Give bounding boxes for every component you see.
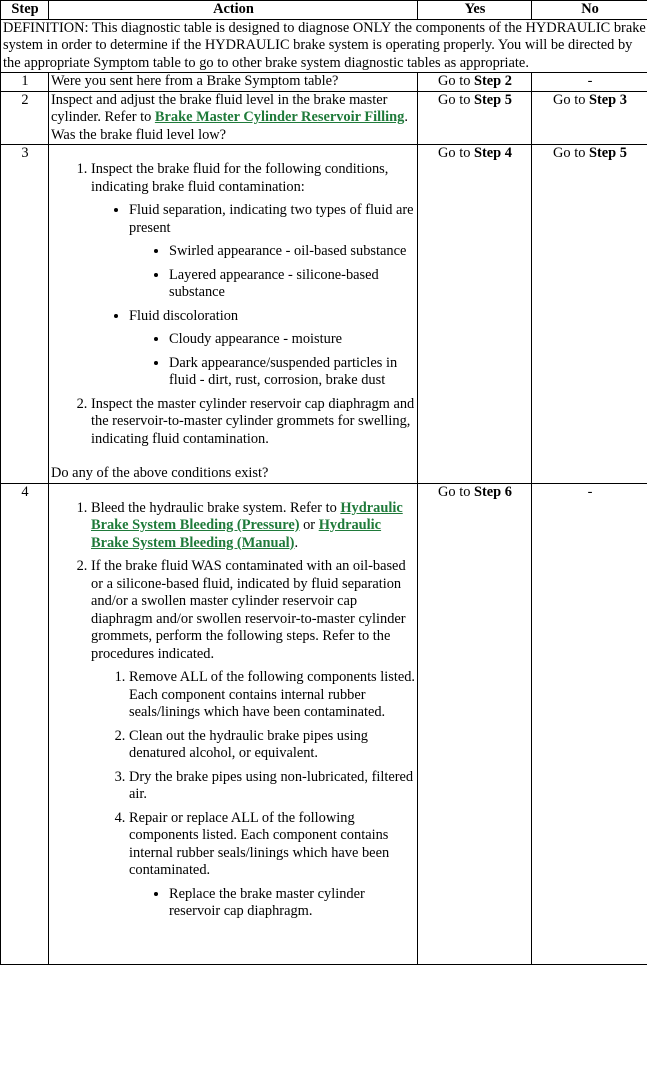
hydraulic-brake-bleeding-pressure-link[interactable]: Hydraulic Brake System Bleeding (Pressure): [91, 499, 403, 533]
step-list: [51, 161, 416, 448]
header-yes: Yes: [418, 1, 532, 20]
go-to-text: Go to: [553, 91, 589, 108]
header-step: Step: [1, 1, 49, 20]
list-item: • Replace the brake master cylinder reservoir cap diaphragm.: [169, 886, 416, 921]
go-to-text: Go to: [438, 73, 474, 89]
list-item: [129, 810, 416, 921]
no-cell: -: [532, 483, 647, 964]
step-list: [51, 500, 416, 921]
header-action: Action: [49, 1, 418, 20]
go-to-text: Go to: [438, 145, 474, 161]
item-text: Fluid separation, indicating two types of fluid are present: [129, 202, 414, 236]
yes-step-ref[interactable]: Step 6: [474, 483, 512, 500]
sub-list: [91, 669, 416, 921]
yes-step-ref[interactable]: Step 2: [474, 73, 512, 89]
list-item: [91, 500, 416, 553]
item-text: Repair or replace ALL of the following components listed. Each component contains internal rubber seals/linings which have been contaminated.: [129, 809, 390, 878]
no-cell: [532, 91, 647, 145]
go-to-text: Go to: [438, 483, 474, 500]
no-cell: -: [532, 73, 647, 92]
step-number: 4: [1, 483, 49, 964]
header-row: [1, 1, 647, 20]
item-text: Inspect the brake fluid for the following conditions, indicating brake fluid contamination:: [91, 161, 389, 195]
header-no: No: [532, 1, 647, 20]
item-text: Fluid discoloration: [129, 307, 239, 324]
step-number: 3: [1, 145, 49, 484]
list-item: • Swirled appearance - oil-based substance: [169, 243, 416, 261]
go-to-text: Go to: [438, 91, 474, 108]
no-step-ref[interactable]: Step 3: [589, 91, 627, 108]
sub-sub-list: [129, 331, 416, 390]
step-action: [49, 483, 418, 964]
definition-row: [1, 19, 647, 73]
yes-cell: [418, 483, 532, 964]
step-number: 2: [1, 91, 49, 145]
definition-text: DEFINITION: This diagnostic table is designed to diagnose ONLY the components of the HYDRAULIC brake system in order to determine if the HYDRAULIC brake system is operating properly. You will be directed by the appropriate Symptom table to go to other brake system diagnostic tables as appropriate.: [1, 19, 647, 73]
list-item: • Dark appearance/suspended particles in fluid - dirt, rust, corrosion, brake dust: [169, 355, 416, 390]
list-item: [91, 161, 416, 390]
step-action: [49, 91, 418, 145]
list-item: 2. Inspect the master cylinder reservoir cap diaphragm and the reservoir-to-master cylinder grommets for swelling, indicating fluid contamination.: [91, 396, 416, 449]
sub-sub-list: [129, 243, 416, 302]
no-cell: [532, 145, 647, 484]
step-row-2: [1, 91, 647, 145]
step-action: Were you sent here from a Brake Symptom table?: [49, 73, 418, 92]
list-item: [129, 308, 416, 390]
no-step-ref[interactable]: Step 5: [589, 145, 627, 161]
yes-cell: [418, 73, 532, 92]
hydraulic-brake-bleeding-manual-link[interactable]: Hydraulic Brake System Bleeding (Manual): [91, 517, 382, 551]
step-row-3: [1, 145, 647, 484]
step-question: Do any of the above conditions exist?: [51, 465, 269, 481]
list-item: 2. Clean out the hydraulic brake pipes using denatured alcohol, or equivalent.: [129, 728, 416, 763]
sub-sub-list: [129, 886, 416, 921]
step-row-1: [1, 73, 647, 92]
item-text: If the brake fluid WAS contaminated with an oil-based or a silicone-based fluid, indicated by fluid separation and/or a swollen master cylinder reservoir cap diaphragm and/or swollen reservoir-to-master cylinder grommets, perform the following steps. Refer to the procedures indicated.: [91, 558, 406, 662]
sub-list: [91, 202, 416, 390]
list-item: 3. Dry the brake pipes using non-lubricated, filtered air.: [129, 769, 416, 804]
step-text: Inspect and adjust the brake fluid level in the brake master cylinder. Refer to: [51, 91, 388, 125]
list-item: 1. Remove ALL of the following components listed. Each component contains internal rubber seals/linings which have been contaminated.: [129, 669, 416, 722]
step-action: [49, 145, 418, 484]
punct: .: [294, 534, 299, 551]
item-text: Bleed the hydraulic brake system. Refer to: [91, 499, 341, 516]
brake-master-cylinder-reservoir-filling-link[interactable]: Brake Master Cylinder Reservoir Filling: [154, 109, 405, 125]
list-item: • Cloudy appearance - moisture: [169, 331, 416, 349]
list-item: • Layered appearance - silicone-based substance: [169, 267, 416, 302]
yes-cell: [418, 145, 532, 484]
yes-cell: [418, 91, 532, 145]
list-item: [91, 558, 416, 921]
step-question: Was the brake fluid level low?: [51, 126, 227, 143]
yes-step-ref[interactable]: Step 5: [474, 91, 512, 108]
yes-step-ref[interactable]: Step 4: [474, 145, 512, 161]
step-row-4: [1, 483, 647, 964]
step-number: 1: [1, 73, 49, 92]
go-to-text: Go to: [553, 145, 589, 161]
punct: .: [404, 109, 408, 125]
list-item: [129, 202, 416, 302]
or-text: or: [299, 517, 319, 533]
